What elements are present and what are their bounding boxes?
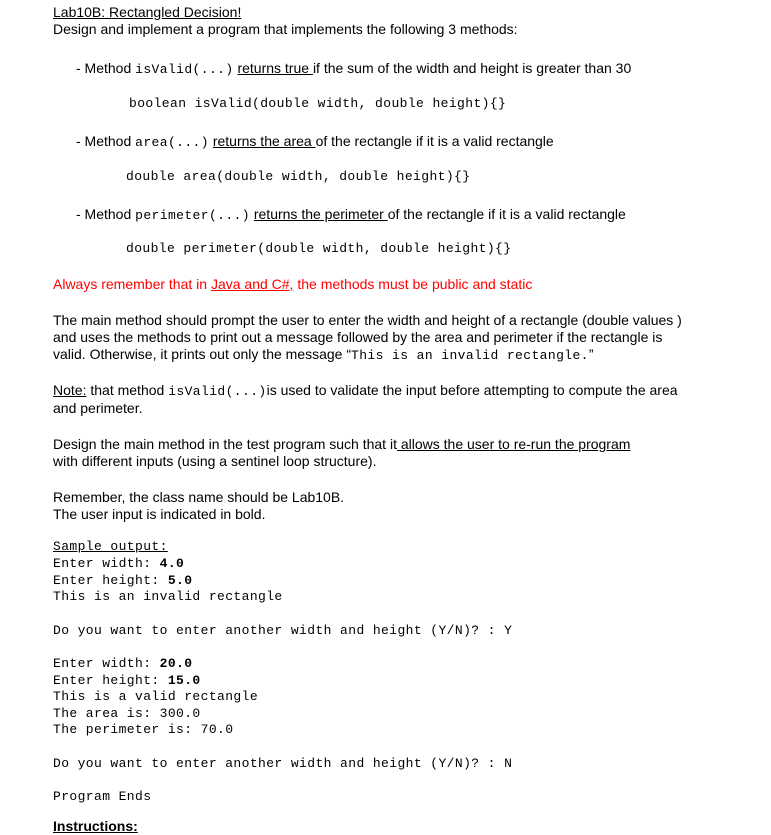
sample-valid: This is a valid rectangle	[53, 689, 259, 704]
sample-prompt-again-2: Do you want to enter another width and height (Y/N)? : N	[53, 756, 513, 771]
user-input: 15.0	[167, 673, 201, 688]
signature-isvalid: boolean isValid(double width, double height){}	[129, 96, 507, 111]
page-title: Lab10B: Rectangled Decision!	[53, 4, 242, 20]
signature-perimeter: double perimeter(double width, double height){}	[126, 241, 512, 256]
method-perimeter-line: - Method perimeter(...) returns the perimeter of the rectangle if it is a valid rectangle	[76, 206, 626, 223]
method-isvalid-line: - Method isValid(...) returns true if the sum of the width and height is greater than 30	[76, 60, 632, 77]
main-para-line2: and uses the methods to print out a message followed by the area and perimeter if the rectangle is	[53, 329, 663, 345]
method-link: returns true	[237, 60, 313, 76]
sample-width-2: Enter width: 20.0	[53, 656, 193, 671]
note-label: Note:	[53, 382, 87, 398]
sample-program-ends: Program Ends	[53, 789, 152, 804]
reminder-text: Always remember that in Java and C#, the methods must be public and static	[53, 276, 533, 292]
method-area-line: - Method area(...) returns the area of the rectangle if it is a valid rectangle	[76, 133, 554, 150]
user-input: 20.0	[159, 656, 193, 671]
user-input: 4.0	[159, 556, 185, 571]
design-line2: with different inputs (using a sentinel loop structure).	[53, 453, 377, 469]
sample-height-1: Enter height: 5.0	[53, 573, 193, 588]
signature-area: double area(double width, double height){}	[126, 169, 471, 184]
intro-text: Design and implement a program that implements the following 3 methods:	[53, 21, 518, 37]
note-line2: and perimeter.	[53, 400, 143, 416]
sample-perimeter: The perimeter is: 70.0	[53, 722, 234, 737]
method-link: returns the perimeter	[253, 206, 388, 222]
main-para-line3: valid. Otherwise, it prints out only the message “This is an invalid rectangle.”	[53, 346, 594, 363]
note-code: isValid(...)	[168, 384, 267, 399]
sample-invalid: This is an invalid rectangle	[53, 589, 283, 604]
design-line1: Design the main method in the test program such that it allows the user to re-run the program	[53, 436, 631, 452]
sample-prompt-again-1: Do you want to enter another width and height (Y/N)? : Y	[53, 623, 513, 638]
method-link: returns the area	[212, 133, 316, 149]
main-para-line1: The main method should prompt the user to enter the width and height of a rectangle (double values )	[53, 312, 682, 328]
remember-line1: Remember, the class name should be Lab10B.	[53, 489, 345, 505]
remember-line2: The user input is indicated in bold.	[53, 506, 266, 522]
sample-area: The area is: 300.0	[53, 706, 201, 721]
sample-height-2: Enter height: 15.0	[53, 673, 201, 688]
method-code: area(...)	[135, 135, 209, 150]
user-input: 5.0	[167, 573, 193, 588]
sample-output-label: Sample output:	[53, 539, 168, 554]
sample-width-1: Enter width: 4.0	[53, 556, 185, 571]
design-link: allows the user to re-run the program	[396, 436, 631, 452]
note-line1: Note: that method isValid(...)is used to validate the input before attempting to compute the area	[53, 382, 678, 399]
method-code: isValid(...)	[135, 62, 234, 77]
instructions-heading-cut: Instructions:	[53, 818, 138, 834]
method-code: perimeter(...)	[135, 208, 250, 223]
invalid-message-code: This is an invalid rectangle.	[351, 348, 589, 363]
reminder-link: Java and C#,	[210, 276, 294, 292]
